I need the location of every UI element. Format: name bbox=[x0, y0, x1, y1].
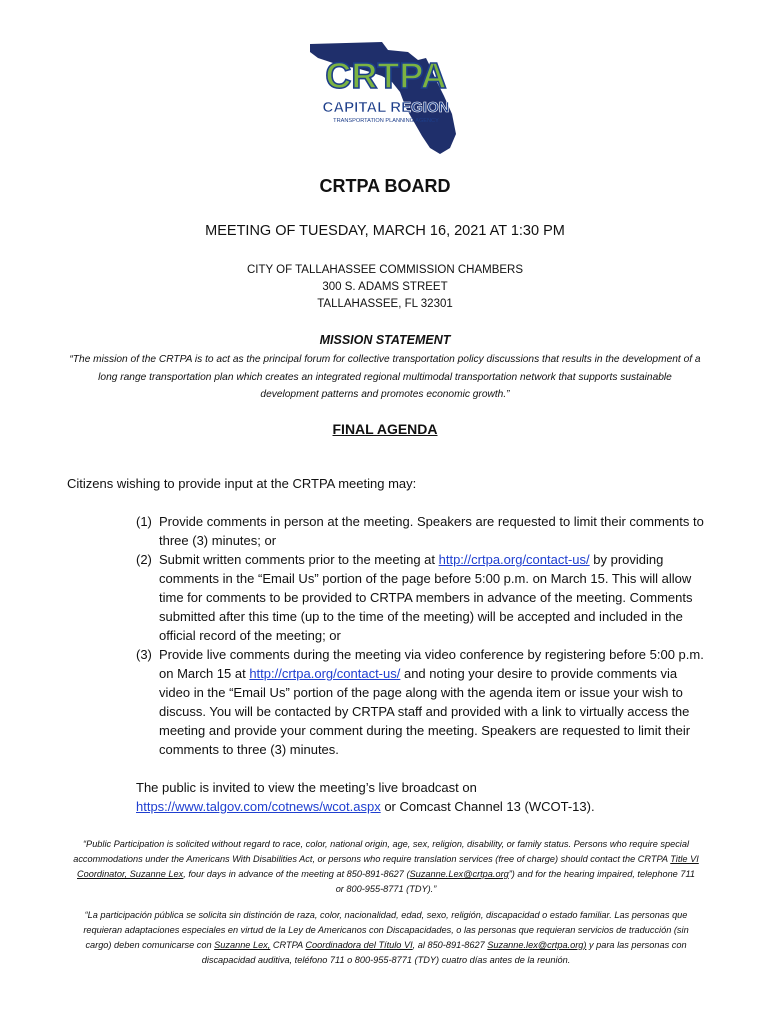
meeting-date: MEETING OF TUESDAY, MARCH 16, 2021 AT 1:30 PM bbox=[205, 223, 565, 239]
wcot-link[interactable]: https://www.talgov.com/cotnews/wcot.aspx bbox=[136, 799, 381, 814]
notice-text: , al 850-891-8627 bbox=[412, 940, 488, 950]
notice-text: “Public Participation is solicited without regard to race, color, national origin, age, sex, religion, disability, or family status. Persons who require special accommodations under the Americans With Disabilities Act, or persons who require translation services (free of charge) should contact the CRTPA bbox=[73, 839, 689, 864]
list-item bbox=[136, 512, 706, 550]
board-title: CRTPA BOARD bbox=[319, 176, 451, 196]
coordinator-email[interactable]: Suzanne.Lex@crtpa.org bbox=[409, 869, 509, 879]
list-item bbox=[136, 645, 706, 759]
list-item bbox=[136, 550, 706, 645]
participation-notice-en bbox=[72, 837, 700, 897]
agenda-intro: Citizens wishing to provide input at the CRTPA meeting may: bbox=[67, 476, 417, 491]
item-number: (1) bbox=[136, 514, 152, 529]
notice-text: CRTPA bbox=[270, 940, 306, 950]
logo-line1: CAPITAL REGION bbox=[322, 99, 450, 116]
final-agenda-title: FINAL AGENDA bbox=[332, 421, 438, 437]
item-number: (2) bbox=[136, 552, 152, 567]
coordinator-name: Suzanne Lex, bbox=[214, 940, 271, 950]
item-number: (3) bbox=[136, 647, 152, 662]
crtpa-logo bbox=[296, 36, 476, 164]
notice-text: ”) and for the hearing impaired, telephone 711 or 800-955-8771 (TDY).” bbox=[335, 869, 695, 894]
item-text: Provide live comments during the meeting via video conference by registering before 5:00 p.m. on March 15 at bbox=[159, 647, 704, 681]
contact-us-link[interactable]: http://crtpa.org/contact-us/ bbox=[249, 666, 401, 681]
broadcast-text: or Comcast Channel 13 (WCOT-13). bbox=[380, 799, 595, 814]
item-text: Submit written comments prior to the meeting at bbox=[159, 552, 439, 567]
contact-us-link[interactable]: http://crtpa.org/contact-us/ bbox=[438, 552, 590, 567]
coordinator-email[interactable]: Suzanne.lex@crtpa.org) bbox=[487, 940, 587, 950]
coordinator-title: Coordinadora del Título VI bbox=[305, 940, 413, 950]
address-line: 300 S. ADAMS STREET bbox=[322, 281, 448, 293]
broadcast-text: The public is invited to view the meeting’s live broadcast on bbox=[136, 780, 477, 795]
item-text: by providing comments in the “Email Us” portion of the page before 5:00 p.m. on March 15. This will allow time for comments to be provided to CRTPA members in advance of the meeting. Comments submitted after this time (up to the time of the meeting) will be accepted and included in the official record of the meeting; or bbox=[159, 552, 693, 643]
item-text: and noting your desire to provide comments via video in the “Email Us” portion of the page along with the agenda item or issue your wish to discuss. You will be contacted by CRTPA staff and provided with a link to virtually access the meeting and provide your comment during the meeting. Speakers are requested to limit their comments to three (3) minutes. bbox=[159, 666, 691, 757]
item-text: Provide comments in person at the meeting. Speakers are requested to limit their comments to three (3) minutes; or bbox=[159, 514, 704, 548]
mission-text: “The mission of the CRTPA is to act as the principal forum for collective transportation policy discussions that results in the development of a long range transportation plan which creates an integrated regional multimodal transportation network that supports sustainable development patterns and promotes economic growth.” bbox=[69, 354, 701, 400]
notice-text: “La participación pública se solicita sin distinción de raza, color, nacionalidad, edad, sexo, religión, discapacidad o estado familiar. Las personas que requieran adaptaciones especiales en virtud de la Ley de Americanos con Discapacidades, o las personas que requieran servicios de traducción (sin cargo) deben comunicarse con bbox=[83, 910, 689, 950]
agenda-options-list bbox=[136, 512, 706, 759]
coordinator-name: Title VI Coordinator, Suzanne Lex bbox=[77, 854, 699, 879]
meeting-address bbox=[0, 262, 770, 313]
participation-notice-es bbox=[72, 908, 700, 968]
address-line: CITY OF TALLAHASSEE COMMISSION CHAMBERS bbox=[246, 264, 524, 276]
logo-acronym: CRTPA bbox=[325, 55, 447, 96]
address-line: TALLAHASSEE, FL 32301 bbox=[317, 298, 453, 310]
public-broadcast-note bbox=[136, 778, 706, 816]
logo-line2: TRANSPORTATION PLANNING AGENCY bbox=[333, 118, 439, 124]
notice-text: y para las personas con discapacidad auditiva, teléfono 711 o 800-955-8771 (TDY) cuatro días antes de la reunión. bbox=[201, 940, 687, 965]
notice-text: , four days in advance of the meeting at 850-891-8627 ( bbox=[183, 869, 410, 879]
mission-heading: MISSION STATEMENT bbox=[319, 333, 451, 347]
